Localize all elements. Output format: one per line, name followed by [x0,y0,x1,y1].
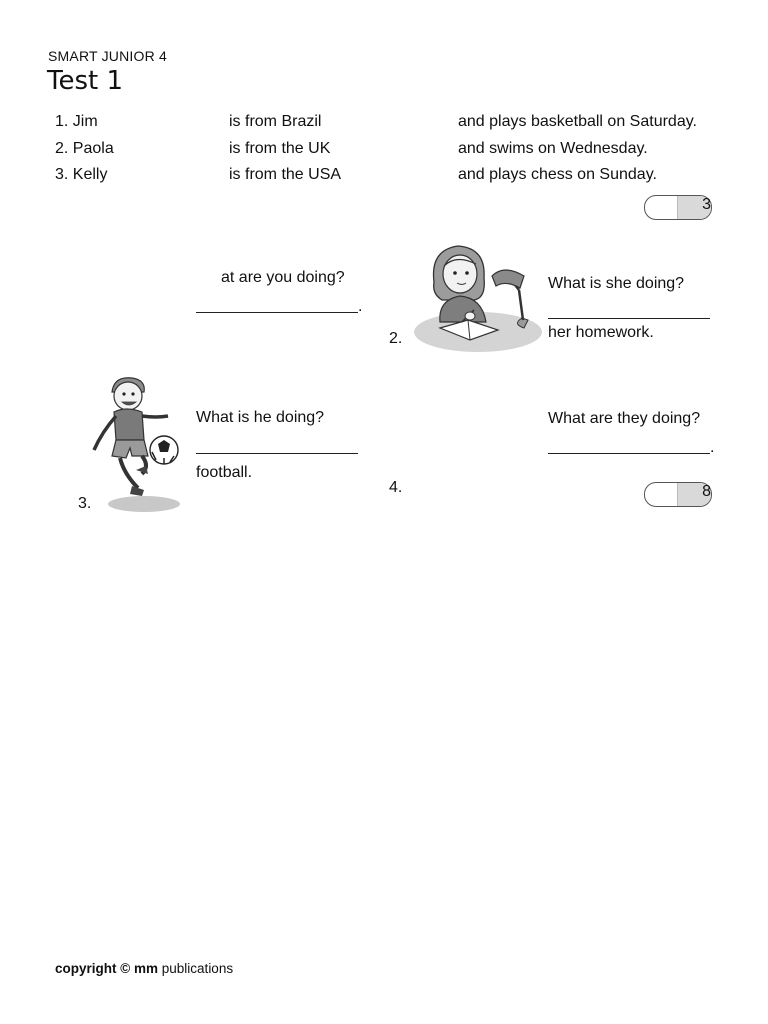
copyright-symbol: © [120,961,131,976]
score-matching: 3 [702,196,711,213]
item-4-answer-line[interactable] [548,453,710,454]
item-1-end: . [358,298,363,315]
row-1-origin: is from Brazil [229,113,322,130]
item-1-answer-line[interactable] [196,312,358,313]
item-3-question: What is he doing? [196,409,325,426]
item-4-number: 4. [389,479,403,496]
item-3-answer-line[interactable] [196,453,358,454]
row-1-activity: and plays basketball on Saturday. [458,113,697,130]
item-2-completion: her homework. [548,324,654,341]
item-2-number: 2. [389,330,403,347]
item-1-question: at are you doing? [221,269,345,286]
girl-studying-illustration [412,242,542,354]
row-3-activity: and plays chess on Sunday. [458,166,657,183]
row-1-name: 1. Jim [55,113,98,130]
page-title: Test 1 [47,66,124,96]
publisher-name: publications [161,961,234,976]
row-2-origin: is from the UK [229,140,331,157]
row-2-activity: and swims on Wednesday. [458,140,648,157]
series-label: SMART JUNIOR 4 [48,48,167,64]
item-4-end: . [710,439,715,456]
publisher-brand: mm [134,961,159,976]
row-3-name: 3. Kelly [55,166,108,183]
copyright-word: copyright [55,961,117,976]
item-3-number: 3. [78,495,92,512]
boy-football-illustration [86,374,186,514]
item-3-completion: football. [196,464,253,481]
item-2-question: What is she doing? [548,275,685,292]
item-2-answer-line[interactable] [548,318,710,319]
item-4-question: What are they doing? [548,410,701,427]
copyright-footer [55,961,233,976]
row-3-origin: is from the USA [229,166,342,183]
score-exercise: 8 [702,483,711,500]
row-2-name: 2. Paola [55,140,114,157]
